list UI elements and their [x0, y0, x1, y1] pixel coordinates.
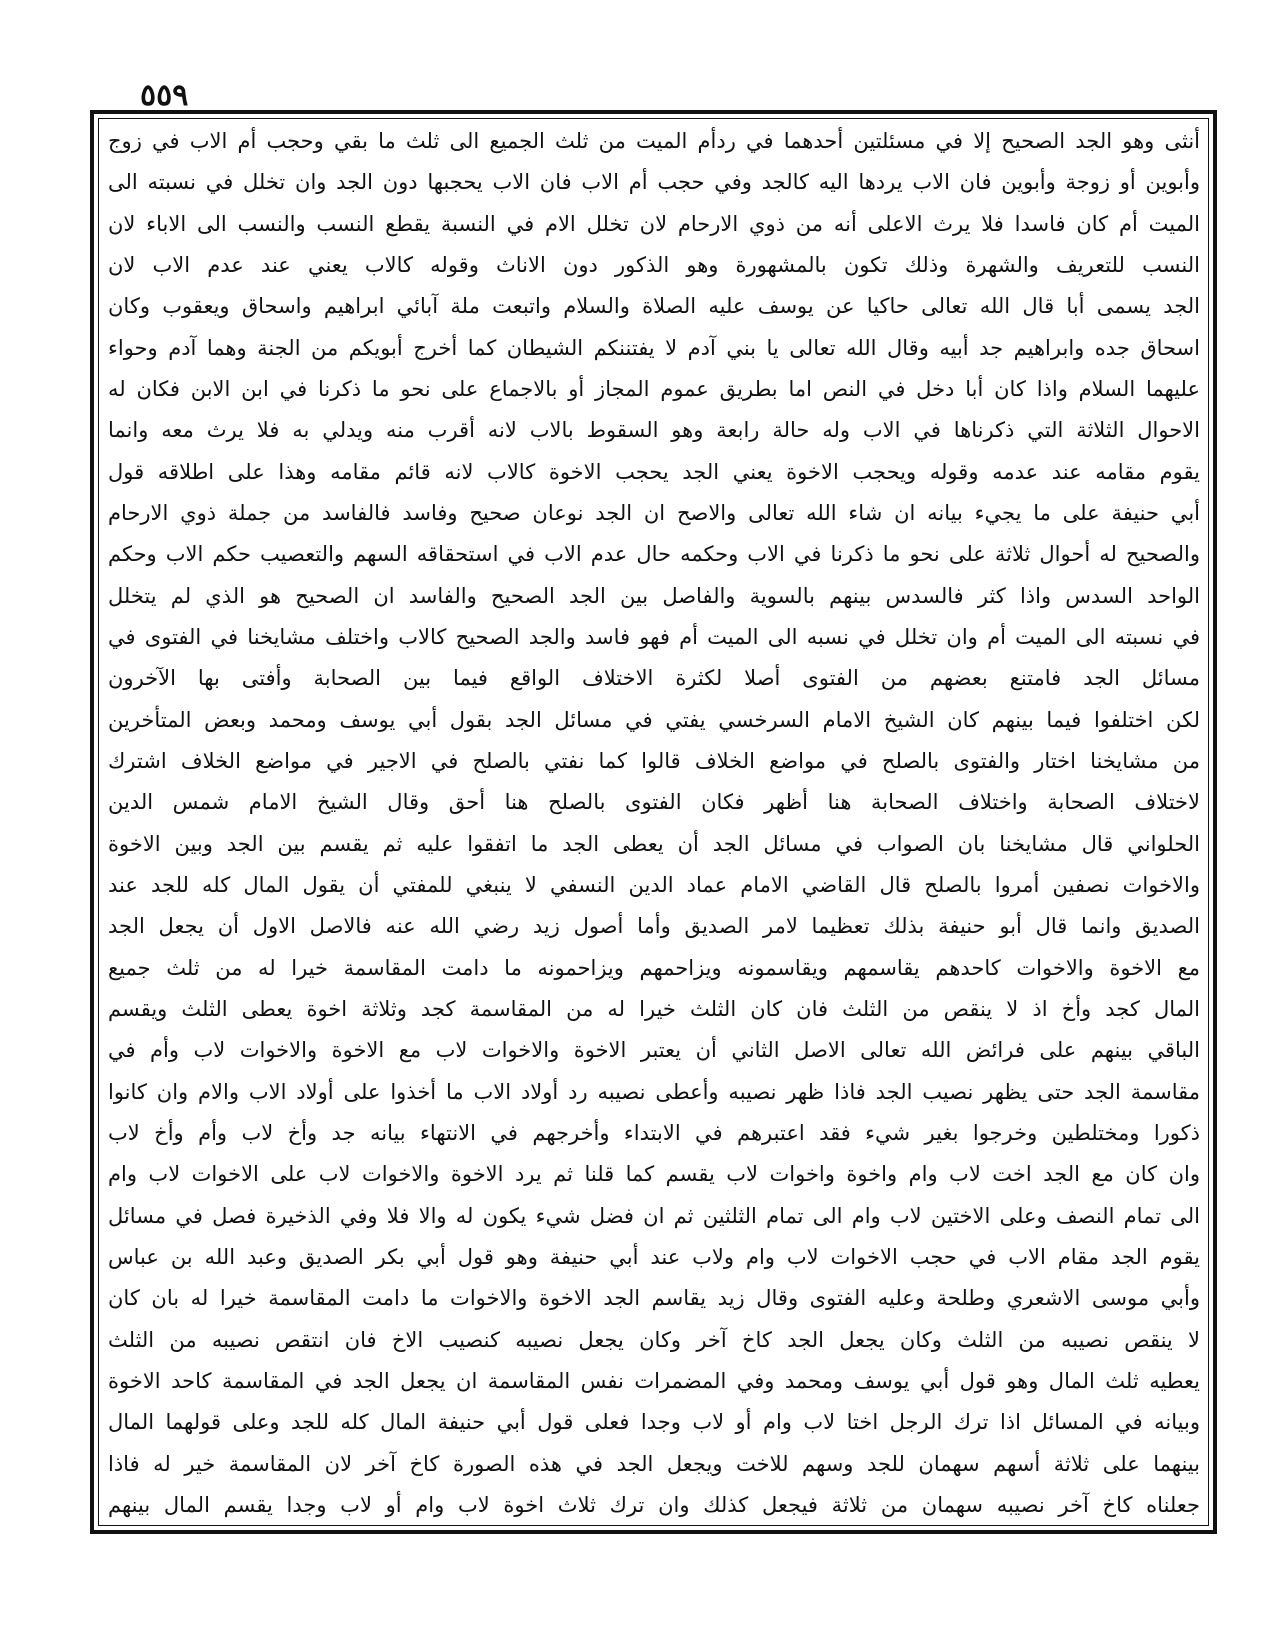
text-line: وبيانه في المسائل اذا ترك الرجل اختا لاب وام أو لاب وجدا فعلى قول أبي حنيفة المال كله للجد وعلى قولهما المال: [108, 1410, 1200, 1435]
text-line: مع الاخوة والاخوات كاحدهم يقاسمهم ويقاسمونه ويزاحمهم ويزاحمونه ما دامت المقاسمة خيرا له من ثلث جميع: [108, 955, 1200, 980]
text-line: يقوم الجد مقام الاب في حجب الاخوات لاب وام ولاب عند أبي حنيفة وهو قول أبي بكر الصديق وعبد الله بن عباس: [108, 1244, 1200, 1269]
text-line: الميت أم كان فاسدا فلا يرث الاعلى أنه من ذوي الارحام لان تخلل الام في النسبة يقطع النسب والنسب الى الاباء لان: [108, 211, 1200, 236]
text-line: لكن اختلفوا فيما بينهم كان الشيخ الامام السرخسي يفتي في مسائل الجد بقول أبي يوسف ومحمد وبعض المتأخرين: [108, 707, 1200, 732]
text-line: الباقي بينهم على فرائض الله تعالى الاصل الثاني أن يعتبر الاخوة والاخوات لاب مع الاخوة والاخوات لاب وأم في: [108, 1038, 1200, 1063]
text-line: وأبي موسى الاشعري وطلحة وعليه الفتوى وقال زيد يقاسم الجد الاخوة والاخوات ما دامت المقاسمة خيرا له بان كان: [108, 1286, 1200, 1311]
text-line: اسحاق جده وابراهيم جد أبيه وقال الله تعالى يا بني آدم لا يفتننكم الشيطان كما أخرج أبويكم من الجنة وهما آدم وحواء: [108, 335, 1200, 360]
text-line: عليهما السلام واذا كان أبا دخل في النص اما بطريق عموم المجاز أو بالاجماع على نحو ما ذكرنا في ابن الابن فكان له: [108, 376, 1200, 401]
text-line: والصحيح له أحوال ثلاثة على نحو ما ذكرنا في الاب وحكمه حال عدم الاب في استحقاقه السهم والتعصيب حكم الاب وحكم: [108, 542, 1200, 567]
text-line: لا ينقص نصيبه من الثلث وكان يجعل الجد كاخ آخر وكان يجعل نصيبه كنصيب الاخ فان انتقص نصيبه من الثلث: [108, 1327, 1200, 1352]
text-line: يقوم مقامه عند عدمه وقوله ويحجب الاخوة يعني الجد يحجب الاخوة كالاب لانه قائم مقامه وهذا على اطلاقه قول: [108, 459, 1200, 484]
text-line: مقاسمة الجد حتى يظهر نصيب الجد فاذا ظهر نصيبه وأعطى نصيبه رد أولاد الاب ما أخذوا على أولاد الاب والام وان كانوا: [108, 1079, 1200, 1104]
text-line: لاختلاف الصحابة واختلاف الصحابة هنا أظهر فكان الفتوى بالصلح هنا أحق وقال الشيخ الامام شمس الدين: [108, 790, 1200, 815]
text-line: والاخوات نصفين أمروا بالصلح قال القاضي الامام عماد الدين النسفي لا ينبغي للمفتي أن يقول المال كله للجد عند: [108, 872, 1200, 897]
text-line: المال كجد وأخ اذ لا ينقص من الثلث فان كان الثلث خيرا له من المقاسمة كجد وثلاثة اخوة يعطى الثلث ويقسم: [108, 996, 1200, 1021]
page-number: ٥٥٩: [140, 78, 189, 113]
text-line: بينهما على ثلاثة أسهم سهمان للجد وسهم للاخت ويجعل الجد في هذه الصورة كاخ آخر لان المقاسمة خير له فاذا: [108, 1451, 1200, 1476]
text-line: أنثى وهو الجد الصحيح إلا في مسئلتين أحدهما في ردأم الميت من ثلث الجميع الى ثلث ما بقي وحجب أم الاب في زوج: [108, 129, 1200, 153]
text-line: أبي حنيفة على ما يجيء بيانه ان شاء الله تعالى والاصح ان الجد نوعان صحيح وفاسد فالفاسد من جملة ذوي الارحام: [108, 500, 1200, 525]
text-line: مسائل الجد فامتنع بعضهم من الفتوى أصلا لكثرة الاختلاف الواقع فيما بين الصحابة وأفتى بها الآخرون: [108, 666, 1200, 691]
text-body: [108, 124, 1200, 1522]
text-line: الجد يسمى أبا قال الله تعالى حاكيا عن يوسف عليه الصلاة والسلام واتبعت ملة آبائي ابراهيم واسحاق ويعقوب وكان: [108, 294, 1200, 319]
text-line: وأبوين أو زوجة وأبوين فان الاب يردها اليه كالجد وفي حجب أم الاب فان الاب يحجبها دون الجد وان تخلل في نسبته الى: [108, 170, 1200, 195]
text-line: يعطيه ثلث المال وهو قول أبي يوسف ومحمد وفي المضمرات نفس المقاسمة ان يجعل الجد في المقاسمة كاحد الاخوة: [108, 1368, 1200, 1393]
text-line: وان كان مع الجد اخت لاب وام واخوة واخوات لاب يقسم كما قلنا ثم يرد الاخوة والاخوات لاب على الاخوات لاب وام: [108, 1162, 1200, 1187]
text-line: الاحوال الثلاثة التي ذكرناها في الاب وله حالة رابعة وهو السقوط بالاب لانه أقرب منه ويدلي به فلا يرث معه وانما: [108, 418, 1200, 443]
text-line: الحلواني قال مشايخنا بان الصواب في مسائل الجد أن يعطى الجد ما اتفقوا عليه ثم يقسم بين الجد وبين الاخوة: [108, 831, 1200, 856]
text-line: جعلناه كاخ آخر نصيبه سهمان من ثلاثة فيجعل كذلك وان ترك ثلاث اخوة لاب وام أو لاب وجدا يقسم المال بينهم: [108, 1492, 1200, 1517]
text-line: من مشايخنا اختار والفتوى بالصلح في مواضع الخلاف قالوا كما نفتي بالصلح في الاجير في مواضع الخلاف اشترك: [108, 748, 1200, 773]
text-line: الواحد السدس واذا كثر فالسدس بينهم بالسوية والفاصل بين الجد الصحيح والفاسد ان الصحيح هو الذي لم يتخلل: [108, 583, 1200, 608]
text-line: الصديق وانما قال أبو حنيفة بذلك تعظيما لامر الصديق وأما أصول زيد رضي الله عنه فالاصل الاول أن يجعل الجد: [108, 914, 1200, 939]
text-line: النسب للتعريف والشهرة وذلك تكون بالمشهورة وهو الذكور دون الاناث وقوله كالاب يعني عند عدم الاب لان: [108, 252, 1200, 277]
text-line: في نسبته الى الميت أم وان تخلل في نسبه الى الميت أم فهو فاسد والجد الصحيح كالاب واختلف مشايخنا في الفتوى في: [108, 624, 1200, 649]
text-line: الى تمام النصف وعلى الاختين لاب وام الى تمام الثلثين ثم ان فضل شيء يكون له والا فلا وفي الذخيرة فصل في مسائل: [108, 1203, 1200, 1228]
text-line: ذكورا ومختلطين وخرجوا بغير شيء فقد اعتبرهم في الابتداء وأخرجهم في الانتهاء بيانه جد وأخ لاب وأم وأخ لاب: [108, 1120, 1200, 1145]
